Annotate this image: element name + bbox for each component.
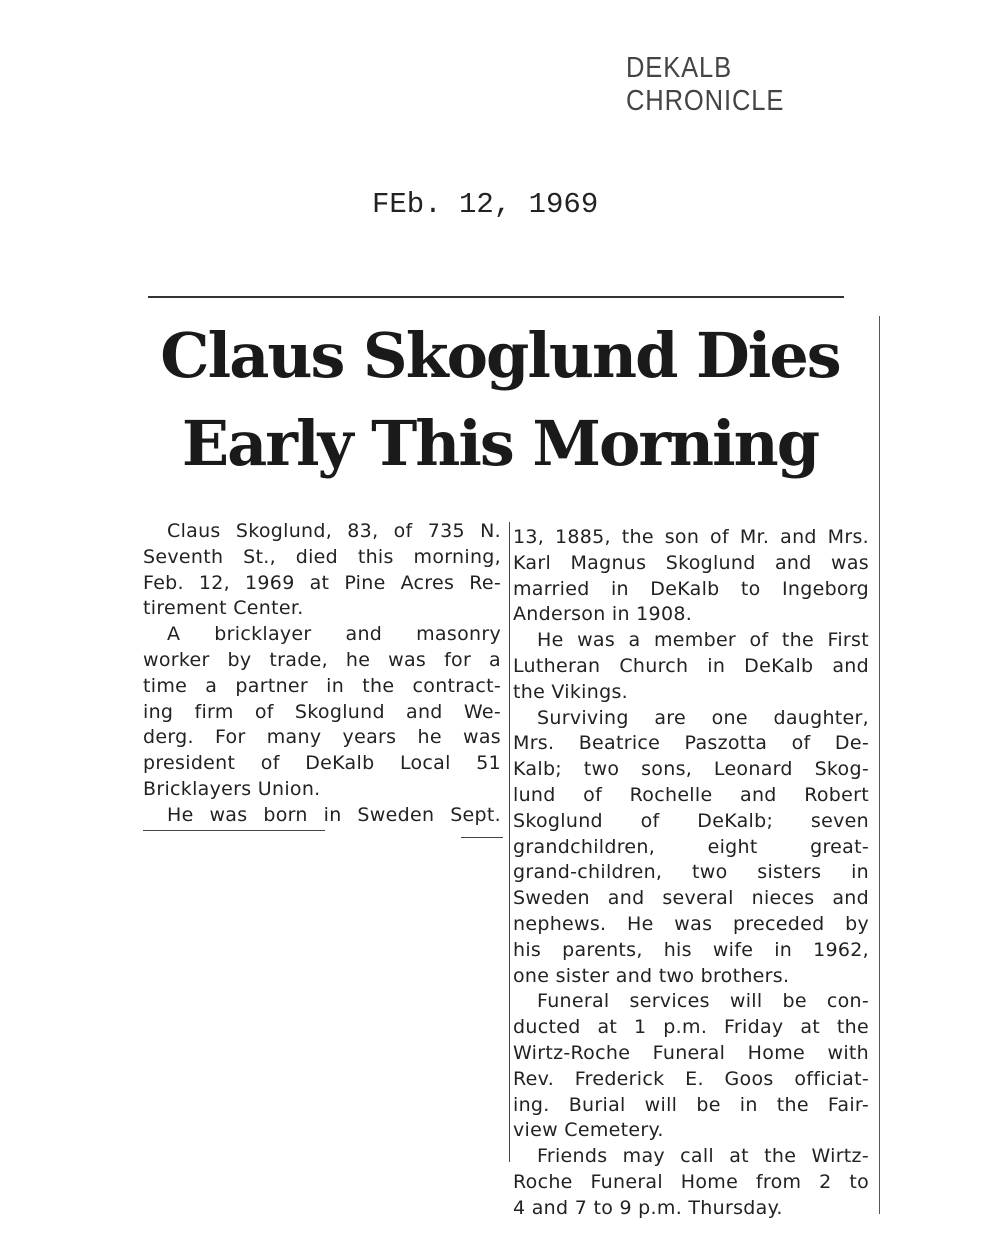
text-line: president of DeKalb Local 51	[143, 752, 501, 775]
column-end-rule	[143, 830, 325, 831]
top-rule	[148, 296, 844, 298]
text-line: married in DeKalb to Ingeborg	[513, 577, 869, 600]
text-line: time a partner in the contract-	[143, 674, 501, 697]
text-line: Skoglund of DeKalb; seven	[513, 809, 869, 832]
text-line: nephews. He was preceded by	[513, 912, 869, 935]
right-border-rule	[879, 316, 880, 1214]
column-divider	[509, 522, 510, 1162]
text-line: Friends may call at the Wirtz-	[537, 1145, 869, 1168]
text-line: Surviving are one daughter,	[537, 706, 869, 729]
text-line: derg. For many years he was	[143, 726, 501, 749]
text-line: Feb. 12, 1969 at Pine Acres Re-	[143, 571, 501, 594]
text-line: 13, 1885, the son of Mr. and Mrs.	[513, 526, 869, 548]
article-column-right	[513, 525, 869, 1222]
text-line: 4 and 7 to 9 p.m. Thursday.	[513, 1196, 783, 1219]
headline	[150, 312, 850, 488]
text-line: Mrs. Beatrice Paszotta of De-	[513, 732, 869, 755]
headline-line-1: Claus Skoglund Dies	[160, 319, 840, 392]
column-end-rule-short	[461, 837, 503, 838]
text-line: tirement Center.	[143, 597, 304, 620]
text-line: He was a member of the First	[537, 629, 869, 652]
text-line: Rev. Frederick E. Goos officiat-	[513, 1067, 869, 1090]
article-column-left	[143, 519, 501, 829]
text-line: Bricklayers Union.	[143, 777, 321, 800]
text-line: grand-children, two sisters in	[513, 861, 869, 884]
text-line: worker by trade, he was for a	[143, 648, 501, 671]
text-line: ing firm of Skoglund and We-	[143, 700, 501, 723]
text-line: Sweden and several nieces and	[513, 887, 869, 910]
text-line: Karl Magnus Skoglund and was	[513, 551, 869, 574]
text-line: the Vikings.	[513, 680, 629, 703]
text-line: Anderson in 1908.	[513, 603, 693, 626]
text-line: one sister and two brothers.	[513, 964, 790, 987]
text-line: Lutheran Church in DeKalb and	[513, 654, 869, 677]
text-line: Kalb; two sons, Leonard Skog-	[513, 758, 869, 781]
text-line: view Cemetery.	[513, 1119, 664, 1142]
text-line: Claus Skoglund, 83, of 735 N.	[167, 520, 501, 542]
text-line: A bricklayer and masonry	[167, 623, 501, 646]
text-line: He was born in Sweden Sept.	[167, 803, 501, 826]
text-line: ing. Burial will be in the Fair-	[513, 1093, 869, 1116]
clipping-date: FEb. 12, 1969	[372, 188, 599, 221]
text-line: his parents, his wife in 1962,	[513, 938, 869, 961]
text-line: Seventh St., died this morning,	[143, 545, 501, 568]
text-line: Funeral services will be con-	[537, 990, 869, 1013]
text-line: grandchildren, eight great-	[513, 835, 869, 858]
text-line: Roche Funeral Home from 2 to	[513, 1170, 869, 1193]
text-line: lund of Rochelle and Robert	[513, 783, 869, 806]
publication-stamp: DEKALB CHRONICLE	[626, 52, 785, 117]
text-line: Wirtz-Roche Funeral Home with	[513, 1041, 869, 1064]
text-line: ducted at 1 p.m. Friday at the	[513, 1016, 869, 1039]
headline-line-2: Early This Morning	[181, 407, 819, 480]
